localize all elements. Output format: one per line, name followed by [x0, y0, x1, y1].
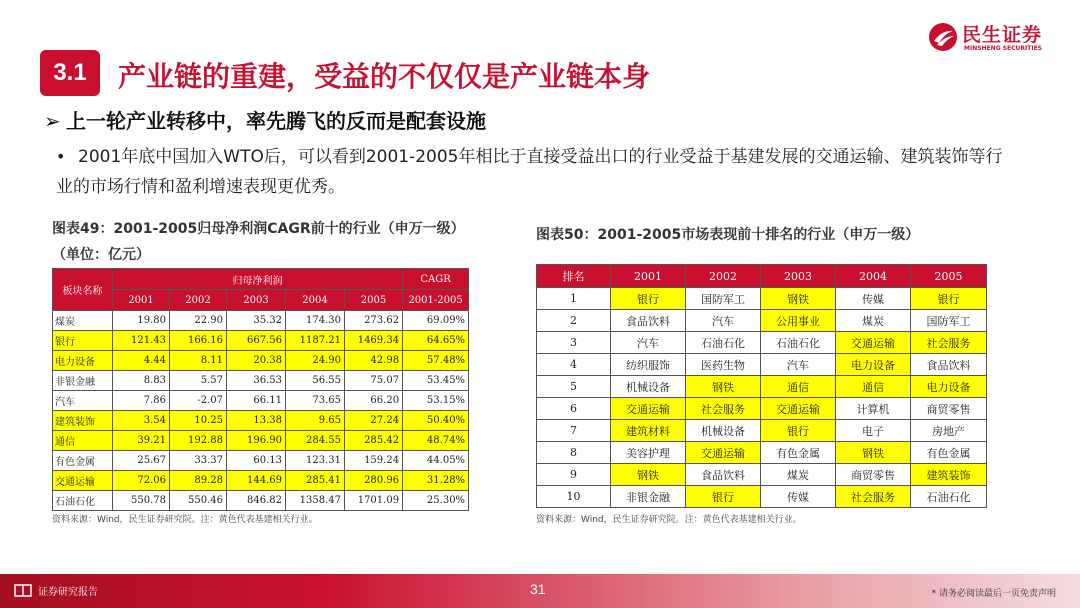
profit-value-cell: 33.37 — [170, 451, 227, 471]
header-cagr-range: 2001-2005 — [403, 290, 469, 311]
table-row — [537, 486, 987, 508]
chart50-title: 图表50：2001-2005市场表现前十排名的行业（申万一级） — [536, 227, 920, 243]
industry-cell: 石油石化 — [761, 332, 836, 354]
table-row — [537, 288, 987, 310]
table-row — [53, 331, 469, 351]
rank-cell: 3 — [537, 332, 611, 354]
profit-value-cell: 9.65 — [286, 411, 345, 431]
table-row — [53, 471, 469, 491]
profit-value-cell: 39.21 — [113, 431, 170, 451]
profit-value-cell: 284.55 — [286, 431, 345, 451]
industry-cell: 银行 — [611, 288, 686, 310]
header-year: 2003 — [761, 265, 836, 288]
table-row — [537, 442, 987, 464]
header-cagr: CAGR — [403, 269, 469, 290]
industry-cell: 银行 — [686, 486, 761, 508]
profit-value-cell: 1358.47 — [286, 491, 345, 511]
industry-cell: 机械设备 — [686, 420, 761, 442]
profit-value-cell: 35.32 — [227, 311, 286, 331]
industry-cell: 商贸零售 — [836, 464, 911, 486]
industry-cell: 非银金融 — [611, 486, 686, 508]
industry-cell: 煤炭 — [836, 310, 911, 332]
profit-value-cell: 166.16 — [170, 331, 227, 351]
rank-cell: 7 — [537, 420, 611, 442]
header-year: 2001 — [611, 265, 686, 288]
industry-cell: 交通运输 — [611, 398, 686, 420]
industry-cell: 公用事业 — [761, 310, 836, 332]
industry-cell: 电子 — [836, 420, 911, 442]
profit-value-cell: -2.07 — [170, 391, 227, 411]
industry-cell: 医药生物 — [686, 354, 761, 376]
profit-value-cell: 36.53 — [227, 371, 286, 391]
industry-cell: 传媒 — [836, 288, 911, 310]
table-row — [53, 411, 469, 431]
chart49-unit: （单位：亿元） — [52, 247, 150, 263]
profit-value-cell: 20.38 — [227, 351, 286, 371]
table-row — [53, 391, 469, 411]
industry-cell: 石油石化 — [911, 486, 987, 508]
header-year: 2002 — [686, 265, 761, 288]
profit-value-cell: 550.46 — [170, 491, 227, 511]
header-rank: 排名 — [537, 265, 611, 288]
industry-cell: 机械设备 — [611, 376, 686, 398]
profit-value-cell: 5.57 — [170, 371, 227, 391]
header-year: 2004 — [836, 265, 911, 288]
body-paragraph — [56, 142, 1016, 202]
profit-value-cell: 285.42 — [345, 431, 403, 451]
sector-name-cell: 煤炭 — [53, 311, 113, 331]
sector-name-cell: 银行 — [53, 331, 113, 351]
industry-cell: 通信 — [761, 376, 836, 398]
profit-value-cell: 72.06 — [113, 471, 170, 491]
profit-value-cell: 159.24 — [345, 451, 403, 471]
rank-cell: 5 — [537, 376, 611, 398]
profit-value-cell: 550.78 — [113, 491, 170, 511]
rank-cell: 4 — [537, 354, 611, 376]
industry-cell: 汽车 — [761, 354, 836, 376]
profit-value-cell: 846.82 — [227, 491, 286, 511]
industry-cell: 食品饮料 — [686, 464, 761, 486]
rank-cell: 8 — [537, 442, 611, 464]
profit-value-cell: 42.98 — [345, 351, 403, 371]
profit-value-cell: 8.83 — [113, 371, 170, 391]
cagr-value-cell: 53.45% — [403, 371, 469, 391]
profit-cagr-table — [52, 268, 469, 511]
industry-cell: 国防军工 — [911, 310, 987, 332]
profit-value-cell: 66.20 — [345, 391, 403, 411]
profit-value-cell: 1469.34 — [345, 331, 403, 351]
profit-value-cell: 1701.09 — [345, 491, 403, 511]
industry-cell: 交通运输 — [836, 332, 911, 354]
profit-value-cell: 192.88 — [170, 431, 227, 451]
table-row — [53, 491, 469, 511]
industry-cell: 国防军工 — [686, 288, 761, 310]
industry-cell: 社会服务 — [911, 332, 987, 354]
profit-value-cell: 22.90 — [170, 311, 227, 331]
industry-cell: 食品饮料 — [611, 310, 686, 332]
arrow-bullet-icon: ➢ — [44, 109, 61, 133]
header-year: 2001 — [113, 290, 170, 311]
book-icon — [14, 584, 32, 597]
brand-name-cn: 民生证券 — [962, 24, 1043, 46]
industry-cell: 有色金属 — [761, 442, 836, 464]
industry-cell: 钢铁 — [686, 376, 761, 398]
sector-name-cell: 建筑装饰 — [53, 411, 113, 431]
profit-value-cell: 121.43 — [113, 331, 170, 351]
industry-cell: 交通运输 — [686, 442, 761, 464]
table-row — [53, 371, 469, 391]
profit-value-cell: 280.96 — [345, 471, 403, 491]
profit-value-cell: 273.62 — [345, 311, 403, 331]
profit-value-cell: 19.80 — [113, 311, 170, 331]
industry-cell: 通信 — [836, 376, 911, 398]
profit-value-cell: 66.11 — [227, 391, 286, 411]
rank-cell: 2 — [537, 310, 611, 332]
table-row — [537, 420, 987, 442]
industry-cell: 社会服务 — [686, 398, 761, 420]
table-row — [537, 354, 987, 376]
chart50-source-note: 资料来源：Wind，民生证券研究院。注：黄色代表基建相关行业。 — [536, 515, 802, 525]
profit-value-cell: 25.67 — [113, 451, 170, 471]
cagr-value-cell: 69.09% — [403, 311, 469, 331]
rank-cell: 1 — [537, 288, 611, 310]
profit-value-cell: 144.69 — [227, 471, 286, 491]
profit-value-cell: 10.25 — [170, 411, 227, 431]
table-row — [53, 351, 469, 371]
body-paragraph-text: 2001年底中国加入WTO后，可以看到2001-2005年相比于直接受益出口的行业受益于基建发展的交通运输、建筑装饰等行业的市场行情和盈利增速表现更优秀。 — [56, 147, 1003, 197]
industry-cell: 汽车 — [686, 310, 761, 332]
profit-value-cell: 174.30 — [286, 311, 345, 331]
industry-cell: 汽车 — [611, 332, 686, 354]
page-title: 产业链的重建，受益的不仅仅是产业链本身 — [118, 60, 651, 93]
header-year: 2005 — [345, 290, 403, 311]
cagr-value-cell: 50.40% — [403, 411, 469, 431]
cagr-value-cell: 53.15% — [403, 391, 469, 411]
profit-value-cell: 60.13 — [227, 451, 286, 471]
report-label: 证券研究报告 — [38, 587, 98, 598]
industry-cell: 有色金属 — [911, 442, 987, 464]
rank-cell: 6 — [537, 398, 611, 420]
header-year: 2005 — [911, 265, 987, 288]
industry-cell: 计算机 — [836, 398, 911, 420]
bullet-heading — [44, 105, 486, 134]
table-row — [53, 451, 469, 471]
industry-cell: 电力设备 — [836, 354, 911, 376]
profit-value-cell: 7.86 — [113, 391, 170, 411]
industry-cell: 钢铁 — [836, 442, 911, 464]
header-year: 2004 — [286, 290, 345, 311]
industry-cell: 钢铁 — [611, 464, 686, 486]
industry-cell: 商贸零售 — [911, 398, 987, 420]
sector-name-cell: 通信 — [53, 431, 113, 451]
header-year: 2002 — [170, 290, 227, 311]
header-sector-name: 板块名称 — [53, 269, 113, 311]
bullet-heading-text: 上一轮产业转移中，率先腾飞的反而是配套设施 — [66, 109, 486, 133]
cagr-value-cell: 44.05% — [403, 451, 469, 471]
industry-cell: 石油石化 — [686, 332, 761, 354]
sector-name-cell: 有色金属 — [53, 451, 113, 471]
cagr-value-cell: 64.65% — [403, 331, 469, 351]
industry-cell: 房地产 — [911, 420, 987, 442]
industry-cell: 电力设备 — [911, 376, 987, 398]
market-ranking-table — [536, 264, 987, 508]
industry-cell: 钢铁 — [761, 288, 836, 310]
profit-value-cell: 8.11 — [170, 351, 227, 371]
profit-value-cell: 13.38 — [227, 411, 286, 431]
industry-cell: 银行 — [911, 288, 987, 310]
footer-bar — [0, 574, 1080, 608]
table-row — [537, 376, 987, 398]
sector-name-cell: 非银金融 — [53, 371, 113, 391]
sector-name-cell: 石油石化 — [53, 491, 113, 511]
cagr-value-cell: 57.48% — [403, 351, 469, 371]
cagr-value-cell: 31.28% — [403, 471, 469, 491]
industry-cell: 美容护理 — [611, 442, 686, 464]
industry-cell: 社会服务 — [836, 486, 911, 508]
table-row — [537, 464, 987, 486]
sector-name-cell: 交通运输 — [53, 471, 113, 491]
industry-cell: 纺织服饰 — [611, 354, 686, 376]
profit-value-cell: 3.54 — [113, 411, 170, 431]
cagr-value-cell: 25.30% — [403, 491, 469, 511]
industry-cell: 银行 — [761, 420, 836, 442]
brand-name-en: MINSHENG SECURITIES — [964, 45, 1042, 52]
profit-value-cell: 56.55 — [286, 371, 345, 391]
table-row — [537, 398, 987, 420]
profit-value-cell: 667.56 — [227, 331, 286, 351]
table-row — [537, 332, 987, 354]
sector-name-cell: 汽车 — [53, 391, 113, 411]
chart49-title: 图表49：2001-2005归母净利润CAGR前十的行业（申万一级） — [52, 221, 465, 237]
profit-value-cell: 4.44 — [113, 351, 170, 371]
sector-name-cell: 电力设备 — [53, 351, 113, 371]
profit-value-cell: 89.28 — [170, 471, 227, 491]
section-number-badge: 3.1 — [40, 50, 100, 96]
table-row — [53, 311, 469, 331]
industry-cell: 传媒 — [761, 486, 836, 508]
profit-value-cell: 1187.21 — [286, 331, 345, 351]
cagr-value-cell: 48.74% — [403, 431, 469, 451]
chart49-source-note: 资料来源：Wind，民生证券研究院。注：黄色代表基建相关行业。 — [52, 515, 318, 525]
profit-value-cell: 24.90 — [286, 351, 345, 371]
header-net-profit: 归母净利润 — [113, 269, 403, 290]
industry-cell: 交通运输 — [761, 398, 836, 420]
profit-value-cell: 27.24 — [345, 411, 403, 431]
profit-value-cell: 73.65 — [286, 391, 345, 411]
table-row — [53, 431, 469, 451]
industry-cell: 食品饮料 — [911, 354, 987, 376]
disclaimer: * 请务必阅读最后一页免责声明 — [931, 589, 1056, 599]
table-row — [537, 310, 987, 332]
profit-value-cell: 123.31 — [286, 451, 345, 471]
rank-cell: 9 — [537, 464, 611, 486]
minsheng-logo-icon — [928, 22, 958, 52]
industry-cell: 建筑装饰 — [911, 464, 987, 486]
profit-value-cell: 196.90 — [227, 431, 286, 451]
dot-bullet-icon: • — [56, 147, 66, 166]
industry-cell: 建筑材料 — [611, 420, 686, 442]
page-number: 31 — [530, 581, 546, 597]
brand-logo — [928, 20, 1048, 56]
header-year: 2003 — [227, 290, 286, 311]
industry-cell: 煤炭 — [761, 464, 836, 486]
profit-value-cell: 285.41 — [286, 471, 345, 491]
profit-value-cell: 75.07 — [345, 371, 403, 391]
rank-cell: 10 — [537, 486, 611, 508]
